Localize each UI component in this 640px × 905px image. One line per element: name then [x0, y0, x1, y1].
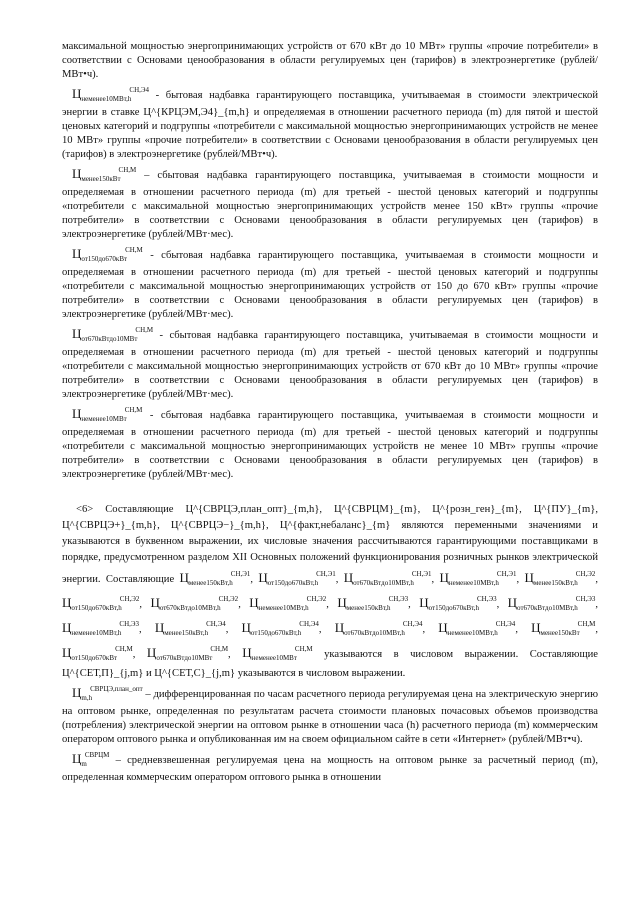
- list-symbol: $Ц_{от150до670кВт,h}^{СН,Э4}$: [241, 619, 319, 637]
- list-symbol: $Ц_{неменее10МВт,h}^{СН,Э2}$: [249, 594, 327, 612]
- list-symbol: $Ц_{неменее10МВт,h}^{СН,Э4}$: [438, 619, 516, 637]
- footnote-tail: указываются в числовом выражении. Составляющие Ц^{СЕТ,П}_{j,m} и Ц^{СЕТ,С}_{j,m} указываются в числовом выражении.: [62, 648, 598, 679]
- definition-paragraph: [62, 243, 598, 323]
- definition-paragraph: [62, 163, 598, 243]
- formula-symbol: $Ц_{от670кВтдо10МВт}^{СН,М}$: [72, 325, 154, 343]
- footnote-body: являются переменными значениями и указываются в буквенном выражении, их числовые значения рассчитываются гарантирующими поставщиками в порядке, предусмотренном разделом XII Основных положений функционирования розничных рынков электрической энергии. Составляющие: [62, 519, 598, 585]
- formula-symbol: $Ц_m^{СВРЦМ}$: [72, 750, 110, 768]
- symbol-list: $Ц_{менее150кВт,h}^{СН,Э1}$, $Ц_{от150до670кВт,h}^{СН,Э1}$, $Ц_{от670кВтдо10МВт,h}^{СН,Э1}$, $Ц_{неменее10МВт,h}^{СН,Э1}$, $Ц_{менее150кВт,h}^{СН,Э2}$, $Ц_{от150до670кВт,h}^{СН,Э2}$, $Ц_{от670кВтдо10МВт,h}^{СН,Э2}$, $Ц_{неменее10МВт,h}^{СН,Э2}$, $Ц_{менее150кВт,h}^{СН,Э3}$, $Ц_{от150до670кВт,h}^{СН,Э3}$, $Ц_{от670кВтдо10МВт,h}^{СН,Э3}$, $Ц_{неменее10МВт,h}^{СН,Э3}$, $Ц_{менее150кВт,h}^{СН,Э4}$, $Ц_{от150до670кВт,h}^{СН,Э4}$, $Ц_{от670кВтдо10МВт,h}^{СН,Э4}$, $Ц_{неменее10МВт,h}^{СН,Э4}$, $Ц_{менее150кВт}^{СН,М}$, $Ц_{от150до670кВт}^{СН,М}$, $Ц_{от670кВтдо10МВт}^{СН,М}$, $Ц_{неменее10МВт}^{СН,М}$: [62, 569, 599, 662]
- definition-text: – дифференцированная по часам расчетного периода регулируемая цена на электрическую энергию на оптовом рынке, определенная по результатам расчета стоимости плановых почасовых объемов производства (потребления) электрической энергии на оптовом рынке в отношении часа (h) расчетного периода (m) коммерческим оператором оптового рынка и опубликованная им на своем официальном сайте в сети «Интернет» (рублей/МВт•ч).: [62, 688, 598, 746]
- spacer: [62, 483, 598, 502]
- lead-symbol: Ц^{ПУ}_{m},: [533, 503, 598, 515]
- list-symbol: $Ц_{от150до670кВт,h}^{СН,Э3}$: [419, 594, 497, 612]
- definition-text: - бытовая надбавка гарантирующего поставщика, учитываемая в стоимости электрической энергии в ставке Ц^{КРЦЭМ,Э4}_{m,h} и определяемая в отношении расчетного периода (m) для пятой и шестой ценовых категорий и подгруппы «потребители с максимальной мощностью энергопринимающих устройств не менее 10 МВт» группы «прочие потребители» в соответствии с Основами ценообразования в области регулируемых цен (тарифов) в электроэнергетике (рублей/МВт•ч).: [62, 89, 598, 161]
- list-symbol: $Ц_{менее150кВт,h}^{СН,Э1}$: [179, 569, 251, 587]
- list-symbol: $Ц_{от670кВтдо10МВт}^{СН,М}$: [146, 644, 229, 662]
- definition-text: - сбытовая надбавка гарантирующего поставщика, учитываемая в стоимости мощности и определяемая в отношении расчетного периода (m) для третьей - шестой ценовых категорий и подгруппы «потребители с максимальной мощностью энергопринимающих устройств от 150 до 670 кВт» группы «прочие потребители» в соответствии с Основами ценообразования в области регулируемых цен (тарифов) в электроэнергетике (рублей/МВт·мес).: [62, 249, 598, 321]
- list-symbol: $Ц_{от670кВтдо10МВт,h}^{СН,Э1}$: [343, 569, 432, 587]
- lead-symbol: Ц^{факт,небаланс}_{m}: [279, 519, 391, 531]
- lead-symbol: Ц^{СВРЦЭ−}_{m,h},: [170, 519, 280, 531]
- list-symbol: $Ц_{от150до670кВт,h}^{СН,Э1}$: [258, 569, 336, 587]
- definition-paragraph: [62, 403, 598, 483]
- lead-symbol: Ц^{розн_ген}_{m},: [432, 503, 534, 515]
- paragraph: [62, 40, 598, 83]
- list-symbol: $Ц_{от670кВтдо10МВт,h}^{СН,Э4}$: [334, 619, 423, 637]
- formula-symbol: $Ц_{m,h}^{СВРЦЭ,план\_опт}$: [72, 684, 143, 702]
- list-symbol: $Ц_{менее150кВт}^{СН,М}$: [531, 619, 596, 637]
- definition-text: - сбытовая надбавка гарантирующего поставщика, учитываемая в стоимости мощности и определяемая в отношении расчетного периода (m) для третьей - шестой ценовых категорий и подгруппы «потребители с максимальной мощностью энергопринимающих устройств не менее 10 МВт» группы «прочие потребители» в соответствии с Основами ценообразования в области регулируемых цен (тарифов) в электроэнергетике (рублей/МВт·мес).: [62, 409, 598, 481]
- definition-paragraph: [62, 83, 598, 163]
- definition-paragraph: [62, 323, 598, 403]
- definition-paragraph: [62, 748, 598, 785]
- list-symbol: $Ц_{неменее10МВт}^{СН,М}$: [242, 644, 313, 662]
- list-symbol: $Ц_{менее150кВт,h}^{СН,Э4}$: [154, 619, 226, 637]
- list-symbol: $Ц_{от150до670кВт,h}^{СН,Э2}$: [62, 594, 140, 612]
- list-symbol: $Ц_{от670кВтдо10МВт,h}^{СН,Э3}$: [507, 594, 596, 612]
- footnote-6: [62, 502, 598, 682]
- list-symbol: $Ц_{менее150кВт,h}^{СН,Э2}$: [524, 569, 596, 587]
- formula-symbol: $Ц_{от150до670кВт}^{СН,М}$: [72, 245, 143, 263]
- paragraph-text: максимальной мощностью энергопринимающих устройств от 670 кВт до 10 МВт» группы «прочие потребители» в соответствии с Основами ценообразования в области регулируемых цен (тарифов) в электроэнергетике (рублей/МВт•ч).: [62, 41, 598, 81]
- definition-text: – сбытовая надбавка гарантирующего поставщика, учитываемая в стоимости мощности и определяемая в отношении расчетного периода (m) для третьей - шестой ценовых категорий и подгруппы «потребители с максимальной мощностью энергопринимающих устройств менее 150 кВт» группы «прочие потребители» в соответствии с Основами ценообразования в области регулируемых цен (тарифов) в электроэнергетике (рублей/МВт·мес).: [62, 169, 598, 241]
- lead-symbol: Ц^{СВРЦЭ,план_опт}_{m,h},: [185, 503, 335, 515]
- definition-text: - сбытовая надбавка гарантирующего поставщика, учитываемая в стоимости мощности и определяемая в отношении расчетного периода (m) для третьей - шестой ценовых категорий и подгруппы «потребители с максимальной мощностью энергопринимающих устройств от 670 кВт до 10 МВт» группы «прочие потребители» в соответствии с Основами ценообразования в области регулируемых цен (тарифов) в электроэнергетике (рублей/МВт·мес).: [62, 329, 598, 401]
- list-symbol: $Ц_{от150до670кВт}^{СН,М}$: [62, 644, 133, 662]
- list-symbol: $Ц_{менее150кВт,h}^{СН,Э3}$: [337, 594, 409, 612]
- document-page: [62, 40, 598, 785]
- lead-symbol: Ц^{СВРЦЭ+}_{m,h},: [62, 519, 171, 531]
- formula-symbol: $Ц_{менее150кВт}^{СН,М}$: [72, 165, 137, 183]
- lead-symbol: Ц^{СВРЦМ}_{m},: [334, 503, 433, 515]
- footnote-marker: <6>: [76, 503, 94, 515]
- formula-symbol: $Ц_{неменее10МВт}^{СН,М}$: [72, 405, 143, 423]
- formula-symbol: $Ц_{неменее10МВт,h}^{СН,Э4}$: [72, 85, 150, 103]
- definition-text: – средневзвешенная регулируемая цена на мощность на оптовом рынке за расчетный период (m), определенная коммерческим оператором оптового рынка в отношении: [62, 754, 598, 783]
- list-symbol: $Ц_{неменее10МВт,h}^{СН,Э1}$: [439, 569, 517, 587]
- footnote-lead: Составляющие: [93, 503, 186, 515]
- list-symbol: $Ц_{от670кВтдо10МВт,h}^{СН,Э2}$: [150, 594, 239, 612]
- list-symbol: $Ц_{неменее10МВт,h}^{СН,Э3}$: [62, 619, 140, 637]
- definition-paragraph: [62, 682, 598, 748]
